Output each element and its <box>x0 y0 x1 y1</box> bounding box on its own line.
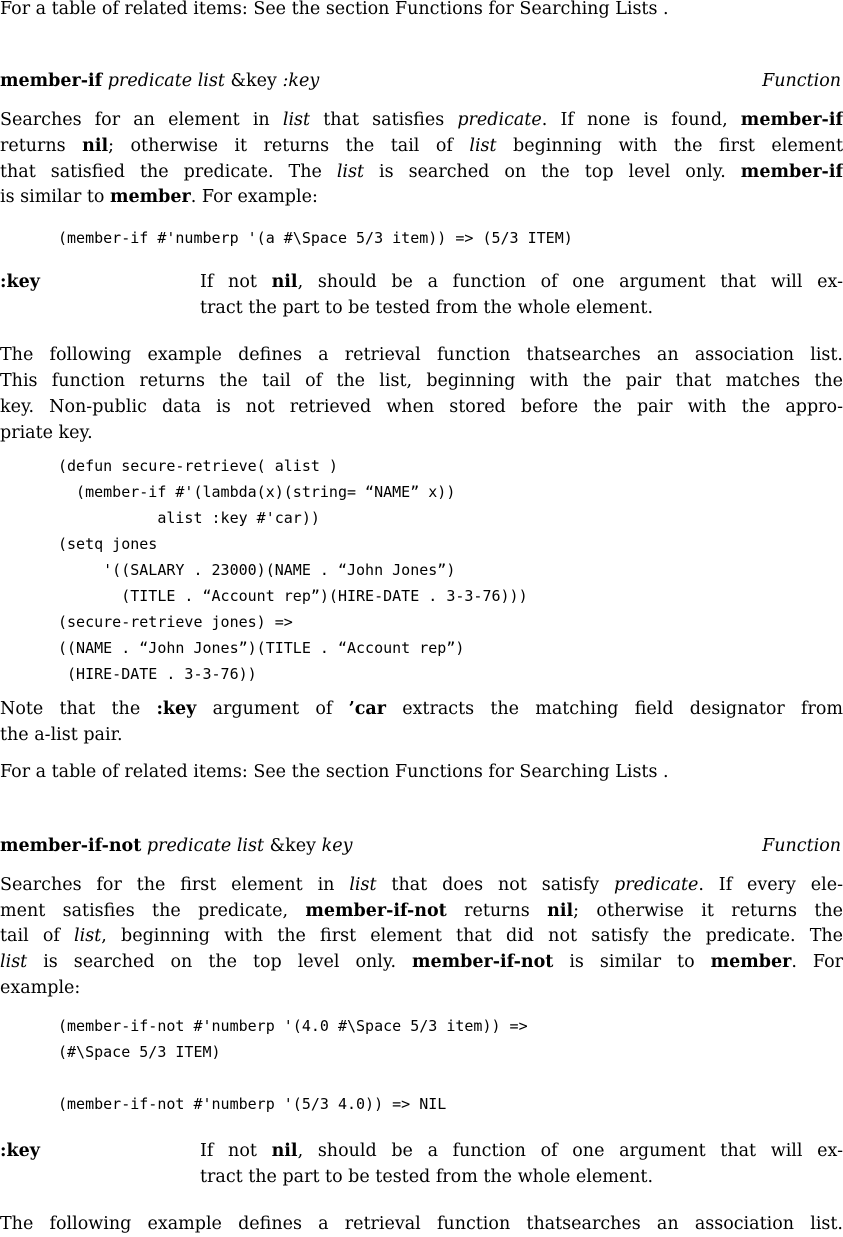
description-line: tail of list, beginning with the first element that did not satisfy the predicate. The <box>0 926 843 946</box>
function-header-member-if-not: member-if-not predicate list &key key Function <box>0 833 843 859</box>
code-line: (#\Space 5/3 ITEM) <box>58 1043 221 1061</box>
related-items-reference: For a table of related items: See the section Functions for Searching Lists . <box>0 0 669 19</box>
description-line: ment satisfies the predicate, member-if-not returns nil; otherwise it returns the <box>0 901 843 921</box>
code-line: (secure-retrieve jones) => <box>58 613 293 631</box>
entry-type: Function <box>762 71 841 91</box>
paragraph-line: This function returns the tail of the list, beginning with the pair that matches the <box>0 371 843 391</box>
code-line: '((SALARY . 23000)(NAME . “John Jones”) <box>58 561 456 579</box>
note-line: the a-list pair. <box>0 725 123 745</box>
paragraph-line: The following example defines a retrieval function thatsearches an association list. <box>0 1214 843 1234</box>
code-line: (TITLE . “Account rep”)(HIRE-DATE . 3-3-76))) <box>58 587 528 605</box>
code-line: (defun secure-retrieve( alist ) <box>58 457 338 475</box>
paragraph-line: priate key. <box>0 423 93 443</box>
code-line: (member-if #'(lambda(x)(string= “NAME” x)) <box>58 483 456 501</box>
paragraph-line: key. Non-public data is not retrieved when stored before the pair with the appro- <box>0 397 843 417</box>
description-line: list is searched on the top level only. member-if-not is similar to member. For <box>0 952 843 972</box>
code-line: alist :key #'car)) <box>58 509 320 527</box>
entry-type: Function <box>762 836 841 856</box>
function-name: member-if <box>0 71 103 91</box>
keyword-term: :key <box>0 272 40 292</box>
code-line: (member-if-not #'numberp '(5/3 4.0)) => NIL <box>58 1095 447 1113</box>
function-header-member-if: member-if predicate list &key :key Function <box>0 68 843 94</box>
description-line: returns nil; otherwise it returns the tail of list beginning with the first element <box>0 136 843 156</box>
code-line: ((NAME . “John Jones”)(TITLE . “Account rep”) <box>58 639 465 657</box>
section-link[interactable]: Functions for Searching Lists <box>394 0 663 19</box>
function-name: member-if-not <box>0 836 142 856</box>
code-example: (member-if #'numberp '(a #\Space 5/3 item)) => (5/3 ITEM) <box>58 229 573 247</box>
note-line: Note that the :key argument of ’car extracts the matching field designator from <box>0 699 843 719</box>
description-line: is similar to member. For example: <box>0 187 318 207</box>
paragraph-line: The following example defines a retrieval function thatsearches an association list. <box>0 345 843 365</box>
code-line: (member-if-not #'numberp '(4.0 #\Space 5/3 item)) => <box>58 1017 528 1035</box>
description-line: Searches for the first element in list that does not satisfy predicate. If every ele- <box>0 875 843 895</box>
description-line: Searches for an element in list that satisfies predicate. If none is found, member-if <box>0 110 843 130</box>
section-link[interactable]: Functions for Searching Lists <box>394 762 663 782</box>
code-line: (HIRE-DATE . 3-3-76)) <box>58 665 257 683</box>
related-items-reference: For a table of related items: See the section Functions for Searching Lists . <box>0 762 669 782</box>
description-line: that satisfied the predicate. The list is searched on the top level only. member-if <box>0 162 843 182</box>
description-line: example: <box>0 978 81 998</box>
code-line: (setq jones <box>58 535 158 553</box>
keyword-term: :key <box>0 1141 40 1161</box>
